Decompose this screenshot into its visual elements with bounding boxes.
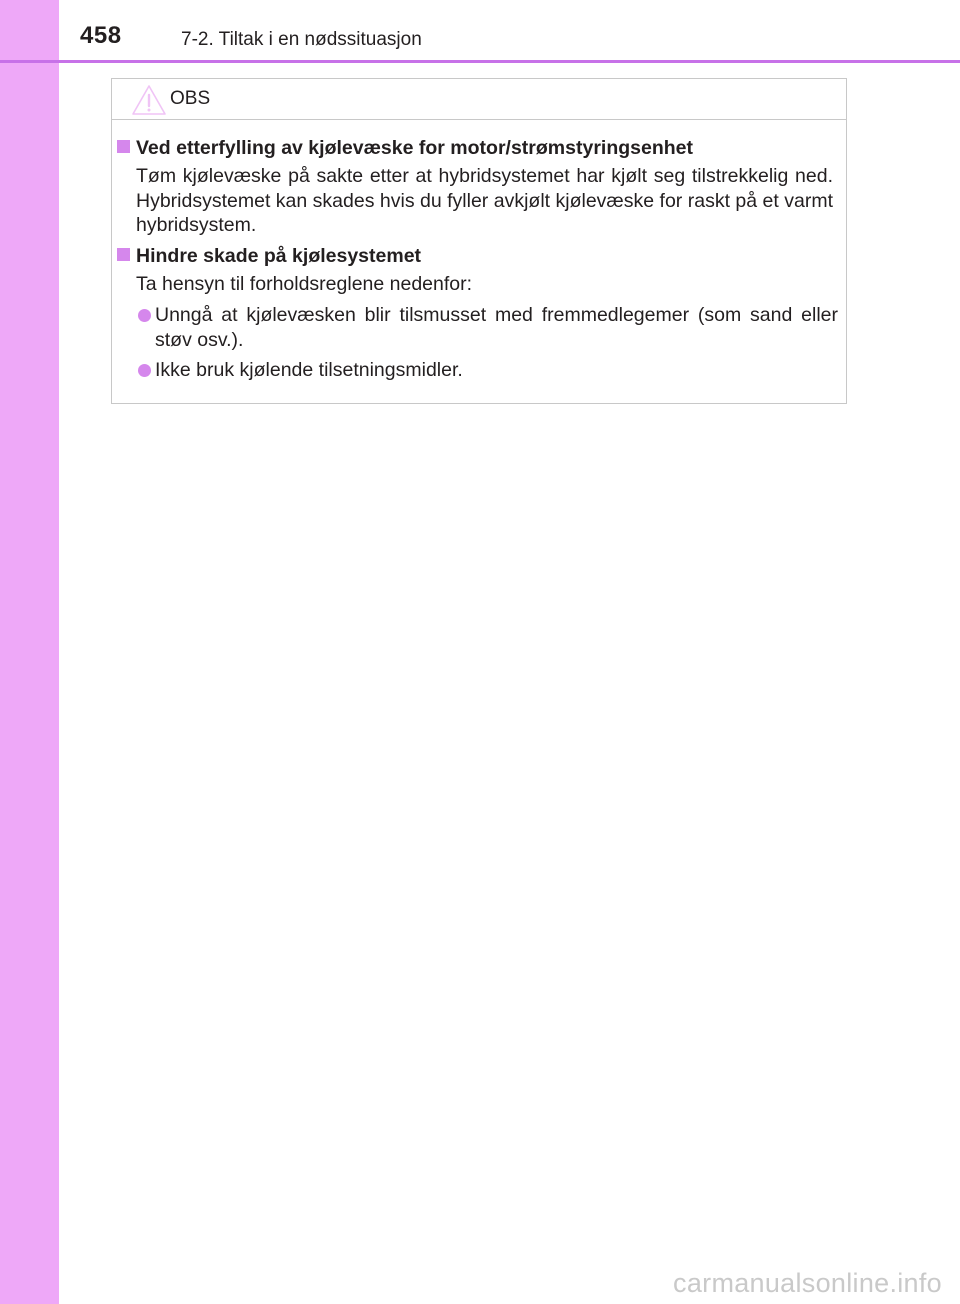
round-bullet-icon <box>138 309 151 322</box>
square-bullet-icon <box>117 248 130 261</box>
square-bullet-icon <box>117 140 130 153</box>
side-color-strip <box>0 0 59 1304</box>
header-rule <box>0 60 960 63</box>
section-title: 7-2. Tiltak i en nødssituasjon <box>181 29 422 50</box>
round-bullet-icon <box>138 364 151 377</box>
page-number: 458 <box>80 22 122 49</box>
caution-label: OBS <box>170 88 211 109</box>
watermark: carmanualsonline.info <box>673 1268 942 1298</box>
precautions-intro: Ta hensyn til forholdsreglene nedenfor: <box>136 273 473 295</box>
refill-paragraph: Tøm kjølevæske på sakte etter at hybridsystemet har kjølt seg tilstrekkelig ned. Hybridsystemet kan skades hvis du fyller avkjølt kjølevæske for raskt på et varmt hybridsystem. <box>136 165 833 236</box>
bullet-item-foreign-matter: Unngå at kjølevæsken blir tilsmusset med fremmedlegemer (som sand eller støv osv.). <box>155 304 838 351</box>
heading-text: Ved etterfylling av kjølevæske for motor/strømstyringsenhet <box>136 137 693 159</box>
bullet-item-additives: Ikke bruk kjølende tilsetningsmidler. <box>155 359 463 381</box>
section-heading-prevent-damage <box>117 245 421 268</box>
caution-box <box>111 78 847 404</box>
section-heading-refill <box>117 137 693 160</box>
warning-triangle-icon <box>131 84 167 116</box>
heading-text: Hindre skade på kjølesystemet <box>136 245 422 267</box>
caution-header <box>112 79 846 120</box>
